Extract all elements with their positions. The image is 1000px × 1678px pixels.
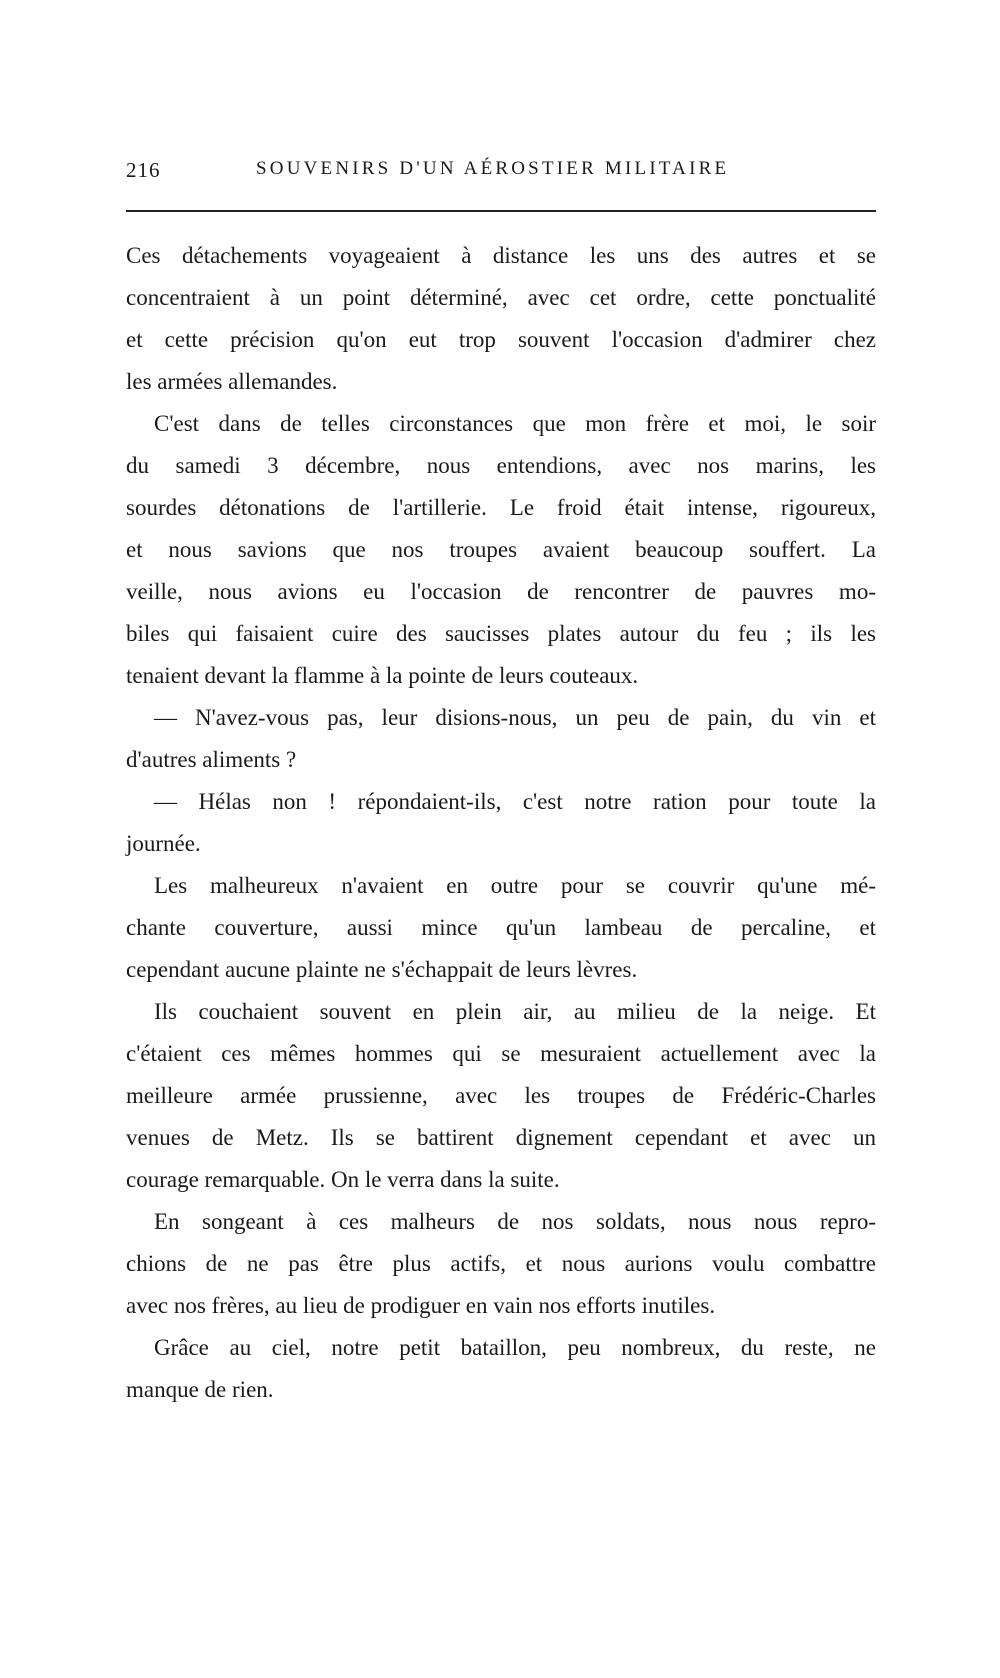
text-line: sourdes détonations de l'artillerie. Le froid était intense, rigoureux, (126, 495, 876, 520)
text-line: Ces détachements voyageaient à distance les uns des autres et se (126, 243, 876, 268)
text-line: meilleure armée prussienne, avec les troupes de Frédéric-Charles (126, 1083, 876, 1108)
text-line: chante couverture, aussi mince qu'un lambeau de percaline, et (126, 915, 876, 940)
text-line: veille, nous avions eu l'occasion de rencontrer de pauvres mo- (126, 579, 876, 604)
text-line: C'est dans de telles circonstances que mon frère et moi, le soir (154, 411, 876, 436)
text-line: du samedi 3 décembre, nous entendions, avec nos marins, les (126, 453, 876, 478)
text-line: les armées allemandes. (126, 369, 338, 394)
text-line: biles qui faisaient cuire des saucisses plates autour du feu ; ils les (126, 621, 876, 646)
text-line: et cette précision qu'on eut trop souvent l'occasion d'admirer chez (126, 327, 876, 352)
text-line: venues de Metz. Ils se battirent dignement cependant et avec un (126, 1125, 876, 1150)
running-title: SOUVENIRS D'UN AÉROSTIER MILITAIRE (256, 158, 730, 179)
text-line: En songeant à ces malheurs de nos soldats, nous nous repro- (154, 1209, 876, 1234)
text-line: journée. (126, 831, 201, 856)
text-line: et nous savions que nos troupes avaient beaucoup souffert. La (126, 537, 876, 562)
text-line: manque de rien. (126, 1377, 274, 1402)
text-line: concentraient à un point déterminé, avec cet ordre, cette ponctualité (126, 285, 876, 310)
text-line: Les malheureux n'avaient en outre pour se couvrir qu'une mé- (154, 873, 876, 898)
text-line: cependant aucune plainte ne s'échappait de leurs lèvres. (126, 957, 638, 982)
header-rule (126, 210, 876, 212)
text-line: d'autres aliments ? (126, 747, 297, 772)
text-line: c'étaient ces mêmes hommes qui se mesuraient actuellement avec la (126, 1041, 876, 1066)
text-line: tenaient devant la flamme à la pointe de leurs couteaux. (126, 663, 639, 688)
text-line: — N'avez-vous pas, leur disions-nous, un peu de pain, du vin et (154, 705, 876, 730)
page-number: 216 (126, 158, 161, 182)
text-line: courage remarquable. On le verra dans la suite. (126, 1167, 560, 1192)
running-head (126, 158, 878, 188)
body-text (126, 235, 876, 1411)
text-line: — Hélas non ! répondaient-ils, c'est notre ration pour toute la (154, 789, 876, 814)
text-line: Ils couchaient souvent en plein air, au milieu de la neige. Et (154, 999, 876, 1024)
text-line: Grâce au ciel, notre petit bataillon, peu nombreux, du reste, ne (154, 1335, 876, 1360)
text-line: chions de ne pas être plus actifs, et nous aurions voulu combattre (126, 1251, 876, 1276)
text-line: avec nos frères, au lieu de prodiguer en vain nos efforts inutiles. (126, 1293, 716, 1318)
